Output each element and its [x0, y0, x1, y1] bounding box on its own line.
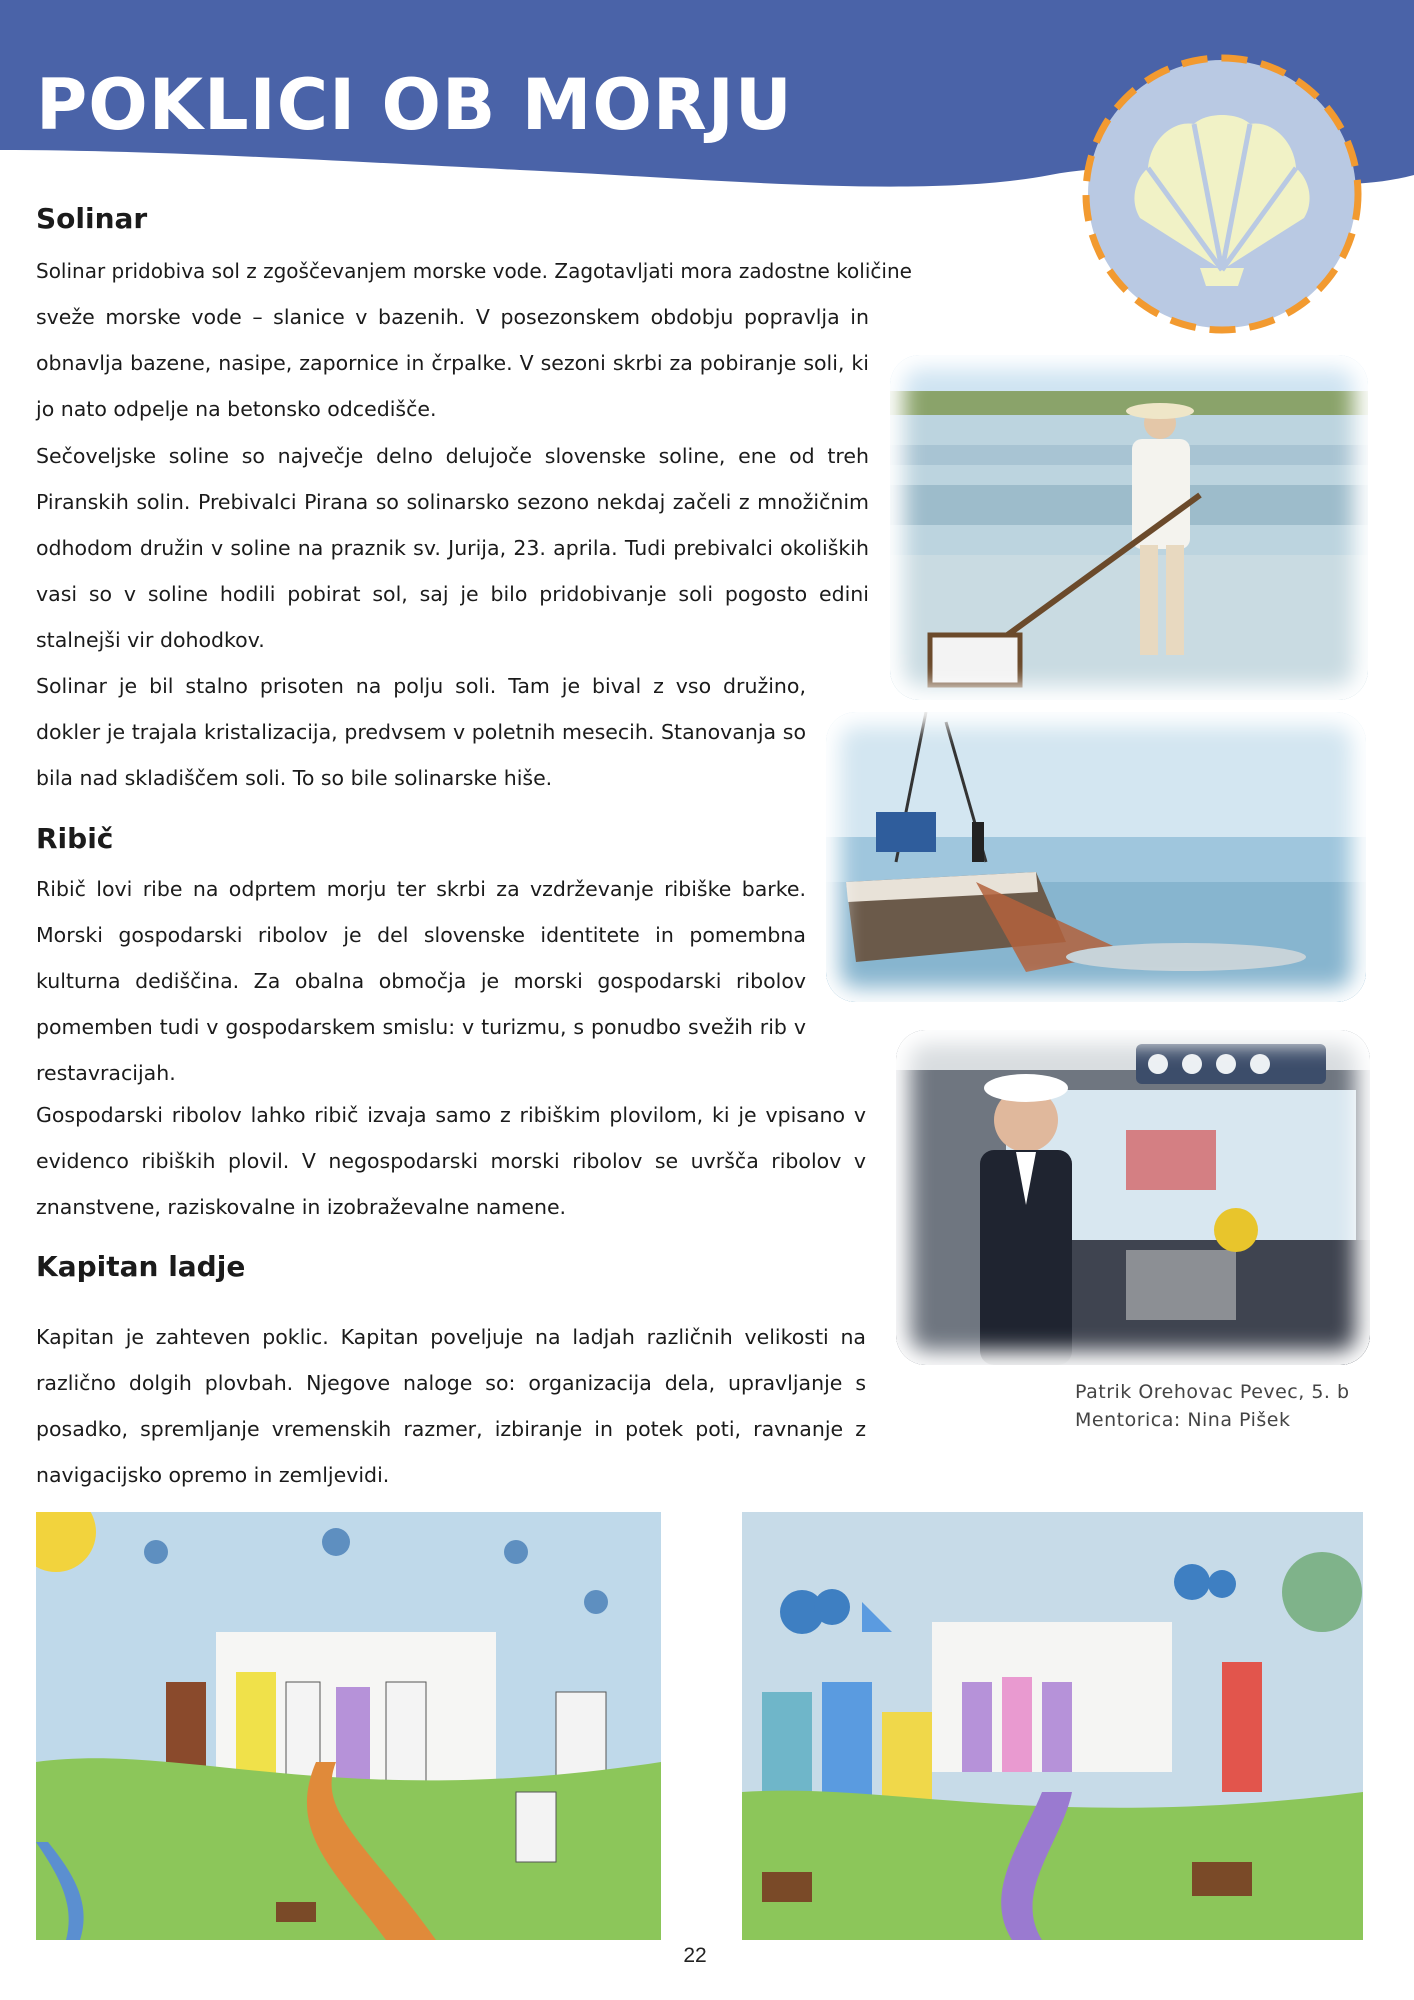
salt-worker-photo [890, 355, 1368, 700]
author-credit [1075, 1378, 1350, 1434]
fishing-boat-photo [826, 712, 1366, 1002]
ribic-paragraph-2: Gospodarski ribolov lahko ribič izvaja samo z ribiškim plovilom, ki je vpisano v evidenco ribiških plovil. V negospodarski morski ribolov se uvršča ribolov v znanstvene, raziskovalne in izobraževalne namene. [36, 1103, 866, 1219]
heading-ribic: Ribič [36, 822, 114, 855]
shell-icon [1078, 50, 1366, 338]
childrens-drawing-right [742, 1512, 1363, 1940]
captain-photo [896, 1030, 1370, 1365]
heading-solinar: Solinar [36, 202, 148, 235]
kapitan-paragraph-1: Kapitan je zahteven poklic. Kapitan poveljuje na ladjah različnih velikosti na različno dolgih plovbah. Njegove naloge so: organizacija dela, upravljanje s posadko, spremljanje vremenskih razmer, izbiranje in potek poti, ravnanje z navigacijsko opremo in zemljevidi. [36, 1325, 866, 1487]
solinar-paragraph-1-line-1: Solinar pridobiva sol z zgoščevanjem morske vode. Zagotavljati mora zadostne količine [36, 259, 912, 283]
mentor-name: Mentorica: Nina Pišek [1075, 1409, 1291, 1431]
page-number: 22 [683, 1944, 707, 1967]
page-title: POKLICI OB MORJU [36, 64, 793, 146]
solinar-paragraph-1: sveže morske vode – slanice v bazenih. V posezonskem obdobju popravlja in obnavlja bazene, nasipe, zapornice in črpalke. V sezoni skrbi za pobiranje soli, ki jo nato odpelje na betonsko odcedišče. [36, 305, 869, 421]
childrens-drawing-left [36, 1512, 661, 1940]
solinar-paragraph-2: Sečoveljske soline so največje delno delujoče slovenske soline, ene od treh Piranskih solin. Prebivalci Pirana so solinarsko sezono nekdaj začeli z množičnim odhodom družin v soline na praznik sv. Jurija, 23. aprila. Tudi prebivalci okoliških vasi so v soline hodili pobirat sol, saj je bilo pridobivanje soli pogosto edini stalnejši vir dohodkov. [36, 444, 869, 652]
solinar-paragraph-3: Solinar je bil stalno prisoten na polju soli. Tam je bival z vso družino, dokler je trajala kristalizacija, predvsem v poletnih mesecih. Stanovanja so bila nad skladiščem soli. To so bile solinarske hiše. [36, 674, 806, 790]
heading-kapitan: Kapitan ladje [36, 1250, 246, 1283]
author-name: Patrik Orehovac Pevec, 5. b [1075, 1381, 1350, 1403]
ribic-paragraph-1: Ribič lovi ribe na odprtem morju ter skrbi za vzdrževanje ribiške barke. Morski gospodarski ribolov je del slovenske identitete in pomembna kulturna dediščina. Za obalna območja je morski gospodarski ribolov pomemben tudi v gospodarskem smislu: v turizmu, s ponudbo svežih rib v restavracijah. [36, 877, 806, 1085]
